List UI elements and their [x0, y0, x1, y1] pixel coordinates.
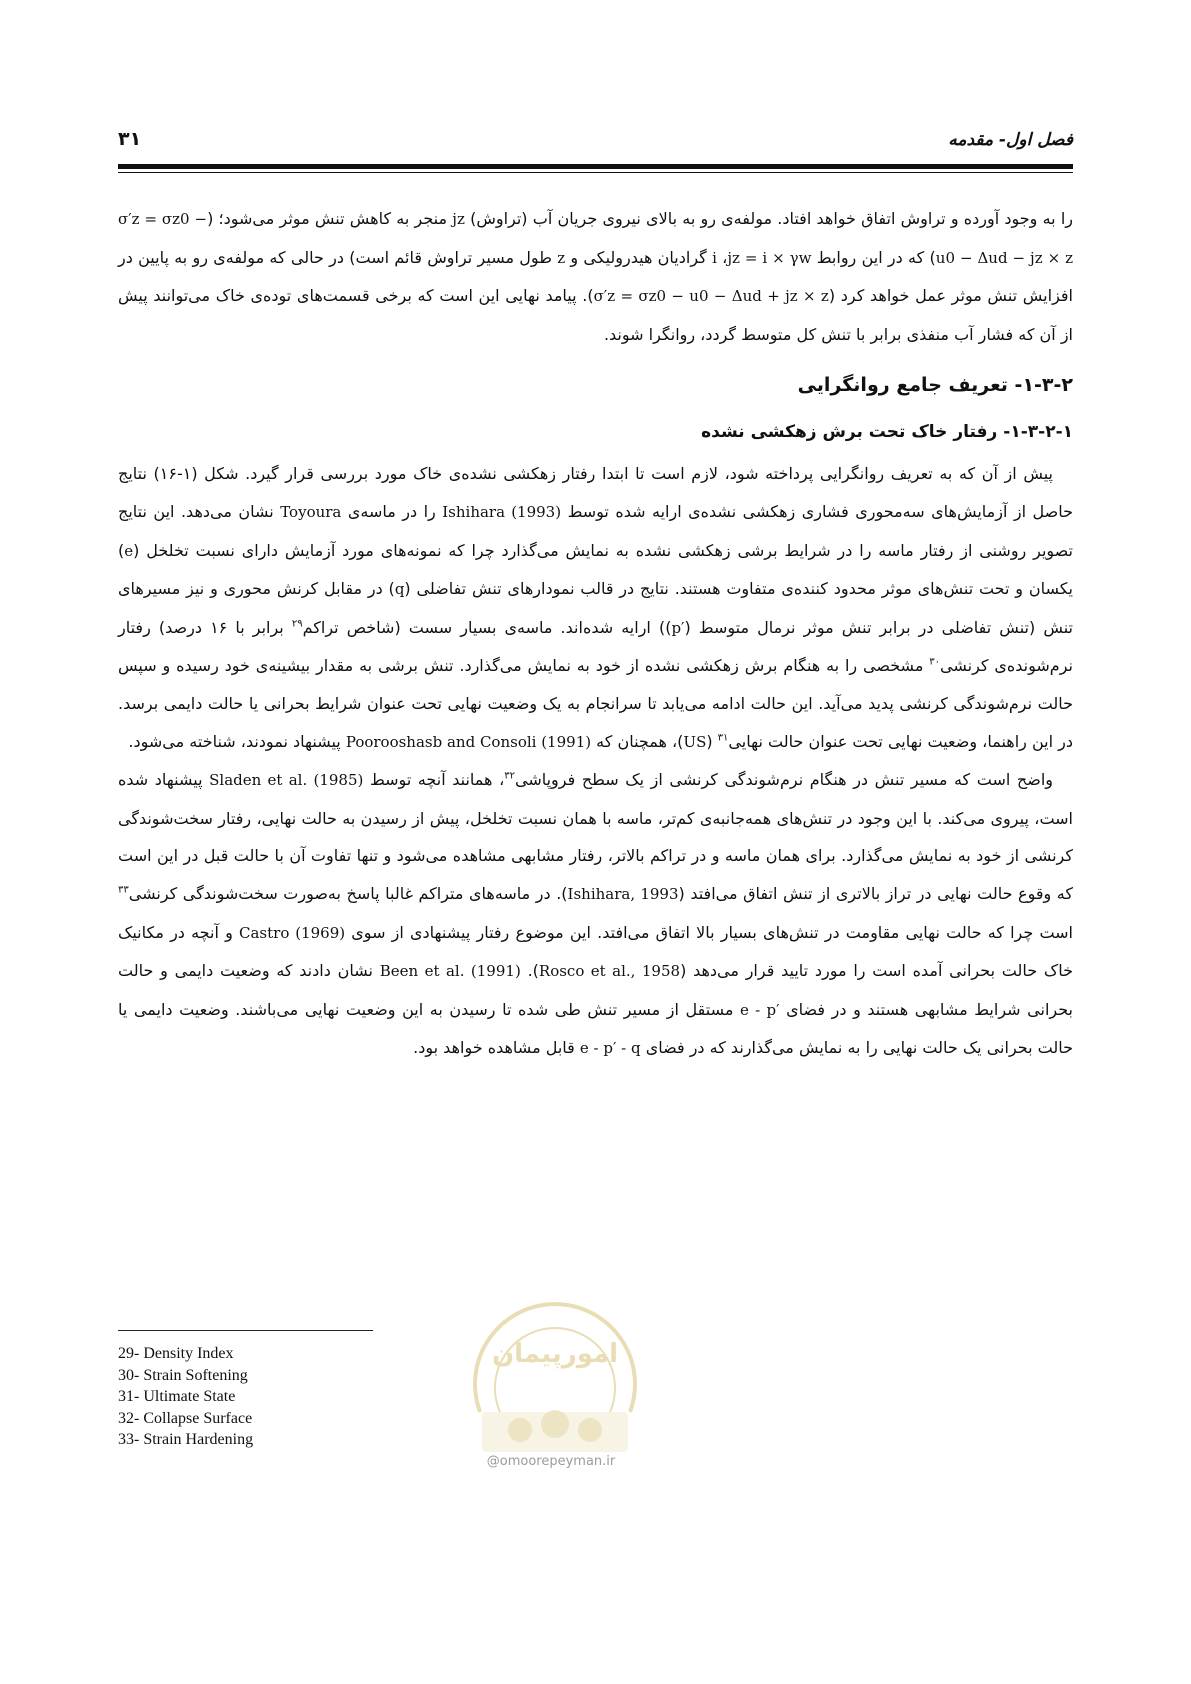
text-run: و آنچه در مکانیک خاک حالت بحرانی آمده است را مورد تایید قرار می‌دهد ( — [118, 922, 1073, 981]
subsection-heading: ۱-۳-۲-۱- رفتار خاک تحت برش زهکشی نشده — [701, 422, 1073, 443]
page-content — [118, 200, 1073, 1068]
citation: Rosco et al., 1958 — [538, 962, 681, 981]
text-run: منجر به کاهش تنش موثر می‌شود؛ ( — [207, 209, 453, 228]
citation: Poorooshasb and Consoli (1991) — [345, 732, 592, 751]
text-run: واضح است که مسیر تنش در هنگام نرم‌شوندگی کرنشی از یک سطح فروپاشی — [514, 770, 1053, 790]
formula-seepage-force: jz = i × γw — [727, 248, 812, 267]
text-run: مستقل از مسیر تنش طی شده تا رسیدن به این وضعیت نهایی می‌باشند. وضعیت دایمی یا حالت بحرانی یک حالت نهایی را به نمایش می‌گذارند که در فضای — [118, 999, 1073, 1058]
page-number: ۳۱ — [118, 128, 142, 150]
text-run: ). در ماسه‌های متراکم غالبا پاسخ به‌صورت سخت‌شوندگی کرنشی — [128, 883, 568, 903]
text-run: )، همچنان که — [591, 731, 684, 751]
text-run: برابر با ۱۶ درصد) رفتار نرم‌شونده‌ی کرنشی — [118, 617, 1073, 676]
text-run: نشان می‌دهد. این نتایج تصویر روشنی از رفتار ماسه را در شرایط برشی زهکشی نشده به نمایش می‌گذارد چرا که نمونه‌های مورد آزمایش دارای نسبت تخلخل ( — [118, 501, 1073, 560]
symbol-jz: jz — [452, 210, 465, 228]
text-run: ، — [716, 247, 728, 267]
footnote-item: 31- Ultimate State — [118, 1388, 236, 1405]
footnote-marker: ۲۹ — [291, 618, 303, 630]
text-run: پیش از آن که به تعریف روانگرایی پرداخته شود، لازم است تا ابتدا رفتار زهکشی نشده‌ی خاک مورد بررسی قرار گیرد. شکل (۱-۱۶) نتایج حاصل از آزمایش‌های سه‌محوری فشاری زهکشی نشده‌ی ارایه شده توسط — [118, 464, 1073, 521]
abbreviation-us: US — [683, 732, 707, 751]
text-run: ، همانند آنچه توسط — [363, 770, 505, 790]
footnote-marker: ۳۲ — [504, 770, 515, 782]
footnote-marker: ۳۳ — [118, 884, 129, 896]
text-run: را در ماسه‌ی — [341, 501, 443, 521]
formula-effective-stress-upward: σ′z = σz0 − u0 − Δud − jz × z — [118, 210, 1074, 267]
text-run: مشخصی را به هنگام برش زهکشی نشده از خود به نمایش می‌گذارد. تنش برشی به مقدار بیشینه‌ی خود رسیده و سپس حالت نرم‌شوندگی کرنشی پدید می‌آید. این حالت ادامه می‌یابد تا سرانجام به یک وضعیت نهایی تحت عنوان شرایط بحرانی یا حالت دایمی برسد. در این راهنما، وضعیت نهایی تحت عنوان حالت نهایی — [118, 656, 1073, 751]
footnote-rule — [118, 1330, 373, 1331]
footnote-item: 29- Density Index — [118, 1345, 234, 1362]
footnotes — [118, 1343, 518, 1451]
chapter-title: فصل اول- مقدمه — [948, 130, 1073, 150]
footnote-item: 30- Strain Softening — [118, 1366, 248, 1384]
text-run: ). — [520, 961, 539, 981]
section-heading: ۱-۳-۲- تعریف جامع روانگرایی — [797, 374, 1073, 397]
watermark-url: @omoorepeyman.ir — [486, 1454, 616, 1469]
text-run: طول مسیر تراوش قائم است) در حالی که مولفه‌ی رو به پایین در افزایش تنش موثر عمل خواهد کرد ( — [118, 247, 1073, 306]
header-rule-thick — [118, 164, 1073, 169]
text-run: پیشنهاد نمودند، شناخته می‌شود. — [128, 731, 346, 751]
text-run: ) که در این روابط — [811, 247, 936, 267]
text-run: ) در مقابل کرنش محوری و نیز مسیرهای تنش (تنش تفاضلی در برابر تنش موثر نرمال متوسط ( — [118, 579, 1073, 637]
symbol-e-p-space: e - p′ — [740, 1000, 780, 1019]
paragraph-undrained-behavior — [118, 455, 1073, 761]
symbol-q: q — [394, 580, 405, 599]
paragraph-stress-path — [118, 761, 1073, 1068]
text-run: نشان دادند که وضعیت دایمی و حالت بحرانی شرایط مشابهی هستند و در فضای — [118, 961, 1074, 1019]
text-run: قابل مشاهده خواهد بود. — [413, 1038, 580, 1058]
citation: Been et al. (1991) — [379, 962, 521, 981]
page-header — [118, 128, 1073, 158]
footnote-item: 33- Strain Hardening — [118, 1431, 254, 1448]
sand-name: Toyoura — [280, 502, 342, 521]
symbol-e-p-q-space: e - p′ - q — [579, 1039, 641, 1058]
header-rule-thin — [118, 172, 1073, 173]
text-run: پیشنهاد شده است، پیروی می‌کند. با این وجود در تنش‌های همه‌جانبه‌ی کم‌تر، ماسه با همان نسبت تخلخل، پیش از رسیدن به حالت نهایی، رفتار سخت‌شوندگی کرنشی از خود به نمایش می‌گذارد. برای همان ماسه و در تراکم بالاتر، رفتار مشابهی مشاهده می‌شود و تنها تفاوت آن با حالت قبل در این است که وقوع حالت نهایی در تراز بالاتری از تنش اتفاق می‌افتد ( — [118, 770, 1073, 903]
text-run: است چرا که حالت نهایی مقاومت در تنش‌های بسیار بالا اتفاق می‌افتد. این موضوع رفتار پیشنهادی از سوی — [345, 922, 1074, 942]
footnote-marker: ۳۱ — [717, 732, 729, 744]
symbol-z: z — [557, 248, 566, 267]
citation: Ishihara, 1993 — [567, 884, 679, 903]
text-run: ) یکسان و تحت تنش‌های موثر محدود کننده‌ی متفاوت هستند. نتایج در قالب نمودارهای تنش تفاضلی ( — [118, 540, 1074, 599]
formula-effective-stress-downward: σ′z = σz0 − u0 − Δud + jz × z — [593, 287, 829, 306]
symbol-p-prime: p′ — [671, 618, 685, 637]
symbol-e: e — [124, 541, 134, 560]
text-run: ( — [706, 731, 718, 751]
text-run: ). پیامد نهایی این است که برخی قسمت‌های توده‌ی خاک می‌توانند پیش از آن که فشار آب منفذی برابر با تنش کل متوسط گردد، روانگرا شوند. — [118, 286, 1073, 344]
paragraph-seepage — [118, 200, 1073, 353]
footnote-item: 32- Collapse Surface — [118, 1409, 253, 1427]
text-run: )) ارایه شده‌اند. ماسه‌ی بسیار سست (شاخص تراکم — [302, 617, 672, 637]
watermark-logo-text: امورپیمان — [491, 1339, 619, 1369]
symbol-i: i — [712, 248, 717, 267]
citation: Ishihara (1993) — [442, 502, 562, 521]
citation: Sladen et al. (1985) — [209, 771, 364, 790]
citation: Castro (1969) — [239, 923, 346, 942]
text-run: را به وجود آورده و تراوش اتفاق خواهد افتاد. مولفه‌ی رو به بالای نیروی جریان آب (تراوش) — [464, 209, 1074, 228]
text-run: گرادیان هیدرولیکی و — [565, 247, 713, 267]
footnote-marker: ۳۰ — [929, 657, 941, 669]
